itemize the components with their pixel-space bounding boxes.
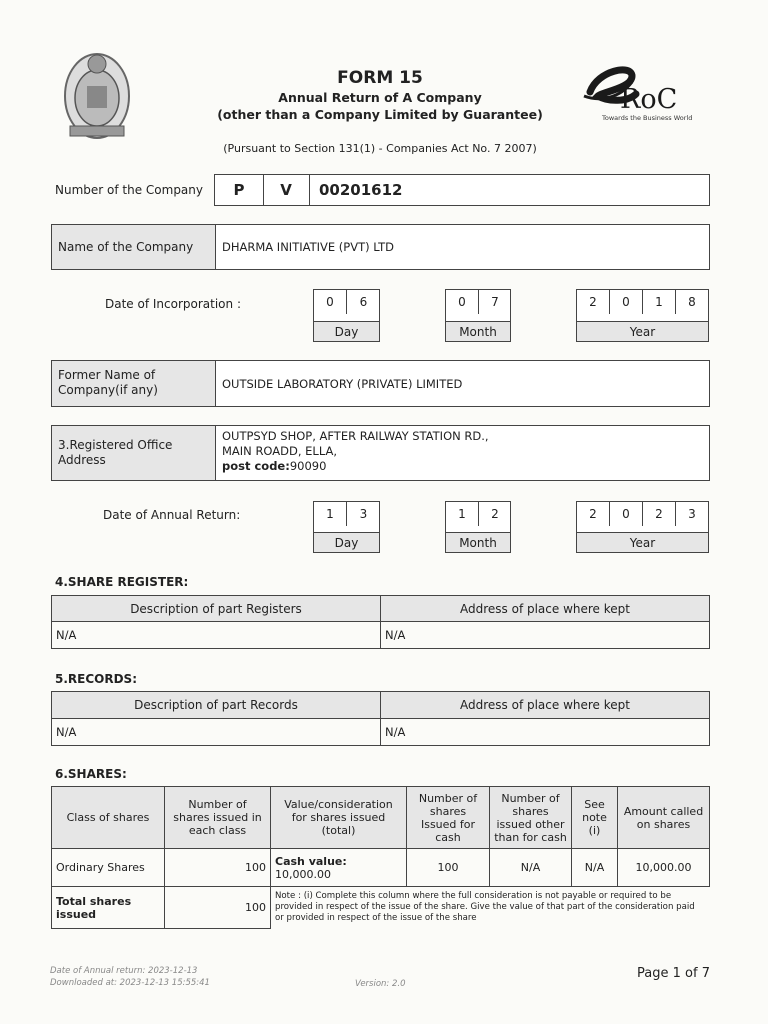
share-register-title: 4.SHARE REGISTER: (55, 575, 189, 589)
company-number-box (214, 174, 710, 206)
registered-office-label-2: Address (58, 453, 106, 467)
emblem-seal (62, 48, 132, 144)
form-subtitle-1: Annual Return of A Company (278, 90, 482, 105)
shares-header-number: Number of shares issued in each class (165, 787, 271, 849)
annual-return-day-box (313, 501, 380, 553)
registered-office-row (51, 425, 710, 481)
former-name-label-2: Company(if any) (58, 383, 158, 397)
incorporation-month-box (445, 289, 511, 342)
annual-return-year-digit-2: 0 (610, 502, 643, 526)
registered-office-address (222, 429, 489, 474)
annual-return-month-digit-1: 1 (446, 502, 479, 526)
shares-row-number: 100 (165, 849, 271, 887)
company-name-value: DHARMA INITIATIVE (PVT) LTD (222, 240, 394, 254)
former-name-row (51, 360, 710, 407)
shares-header-class: Class of shares (52, 787, 165, 849)
annual-return-year-digit-4: 3 (688, 507, 696, 521)
shares-row-class: Ordinary Shares (52, 849, 165, 887)
form-title: FORM 15 (337, 68, 423, 88)
shares-row-cash: 100 (407, 849, 490, 887)
annual-return-month-box (445, 501, 511, 553)
incorporation-year-digit-3: 1 (643, 290, 676, 314)
registered-office-label (52, 426, 216, 480)
shares-row-value-label: Cash value: (275, 854, 347, 868)
shares-header-value: Value/consideration for shares issued (total) (271, 787, 407, 849)
annual-return-year-box (576, 501, 709, 553)
incorporation-day-digit-2: 6 (359, 295, 368, 309)
company-name-row (51, 224, 710, 270)
annual-return-year-digit-1: 2 (577, 502, 610, 526)
company-number-label: Number of the Company (55, 183, 203, 197)
shares-total-label: Total shares issued (52, 887, 165, 929)
pursuant-note: (Pursuant to Section 131(1) - Companies Act No. 7 2007) (223, 142, 537, 155)
incorporation-month-digit-2: 7 (491, 295, 499, 309)
form-subtitle-2: (other than a Company Limited by Guarantee) (217, 107, 543, 122)
shares-header-other: Number of shares issued other than for cash (490, 787, 572, 849)
company-name-label-text: Name of the Company (58, 240, 194, 254)
annual-return-day-digit-1: 1 (314, 502, 347, 526)
incorporation-year-label: Year (577, 321, 708, 341)
share-register-col-2: Address of place where kept (381, 596, 710, 622)
incorporation-label: Date of Incorporation : (105, 297, 241, 311)
footer-date-line: Date of Annual return: 2023-12-13 (50, 966, 198, 976)
shares-table (51, 786, 710, 929)
annual-return-year-digit-3: 2 (643, 502, 676, 526)
roc-tagline: Towards the Business World (602, 114, 693, 122)
shares-row-note: N/A (572, 849, 618, 887)
former-name-label (52, 361, 216, 406)
incorporation-day-digit-1: 0 (314, 290, 347, 314)
share-register-val-2: N/A (381, 622, 710, 649)
shares-header-note: See note (i) (572, 787, 618, 849)
shares-row-value (271, 849, 407, 887)
records-table (51, 691, 710, 746)
company-number-prefix-1: P (215, 175, 264, 205)
postcode-value: 90090 (289, 459, 327, 473)
share-register-table (51, 595, 710, 649)
share-register-col-1: Description of part Registers (52, 596, 381, 622)
shares-total-number: 100 (165, 887, 271, 929)
shares-row-amount: 10,000.00 (618, 849, 710, 887)
roc-logo-text: RoC (620, 84, 678, 115)
footer-version: Version: 2.0 (355, 979, 406, 989)
incorporation-year-digit-2: 0 (610, 290, 643, 314)
annual-return-month-digit-2: 2 (491, 507, 499, 521)
annual-return-year-label: Year (577, 532, 708, 552)
annual-return-day-digit-2: 3 (359, 507, 368, 521)
shares-header-cash: Number of shares Issued for cash (407, 787, 490, 849)
former-name-value: OUTSIDE LABORATORY (PRIVATE) LIMITED (222, 376, 463, 391)
incorporation-year-digit-1: 2 (577, 290, 610, 314)
shares-title: 6.SHARES: (55, 767, 127, 781)
address-line-1: OUTPSYD SHOP, AFTER RAILWAY STATION RD., (222, 429, 489, 443)
records-col-2: Address of place where kept (381, 692, 710, 719)
former-name-label-1: Former Name of (58, 368, 156, 382)
company-name-label (52, 225, 216, 269)
incorporation-day-box (313, 289, 380, 342)
incorporation-day-label: Day (314, 321, 379, 341)
annual-return-label: Date of Annual Return: (103, 508, 241, 522)
annual-return-day-label: Day (314, 532, 379, 552)
roc-logo (580, 62, 700, 126)
incorporation-month-label: Month (446, 321, 510, 341)
incorporation-month-digit-1: 0 (446, 290, 479, 314)
shares-total-note: Note : (i) Complete this column where the full consideration is not payable or required to be provided in respect of the issue of the share. Give the value of that part of the consideration paid or provided in respect of the issue of the share (271, 887, 710, 929)
footer-downloaded-line: Downloaded at: 2023-12-13 15:55:41 (50, 978, 210, 988)
records-col-1: Description of part Records (52, 692, 381, 719)
records-val-2: N/A (381, 719, 710, 746)
incorporation-year-box (576, 289, 709, 342)
annual-return-month-label: Month (446, 532, 510, 552)
footer-page-number: Page 1 of 7 (637, 966, 710, 981)
shares-row-other: N/A (490, 849, 572, 887)
company-number-value: 00201612 (319, 181, 403, 199)
shares-row-value-amount: 10,000.00 (275, 867, 331, 881)
incorporation-year-digit-4: 8 (688, 295, 696, 309)
shares-header-amount: Amount called on shares (618, 787, 710, 849)
address-postcode (222, 459, 489, 474)
records-title: 5.RECORDS: (55, 672, 137, 686)
postcode-label: post code: (222, 459, 290, 473)
address-line-2: MAIN ROADD, ELLA, (222, 444, 338, 458)
records-val-1: N/A (52, 719, 381, 746)
registered-office-label-1: 3.Registered Office (58, 438, 173, 452)
share-register-val-1: N/A (52, 622, 381, 649)
company-number-prefix-2: V (263, 175, 310, 205)
